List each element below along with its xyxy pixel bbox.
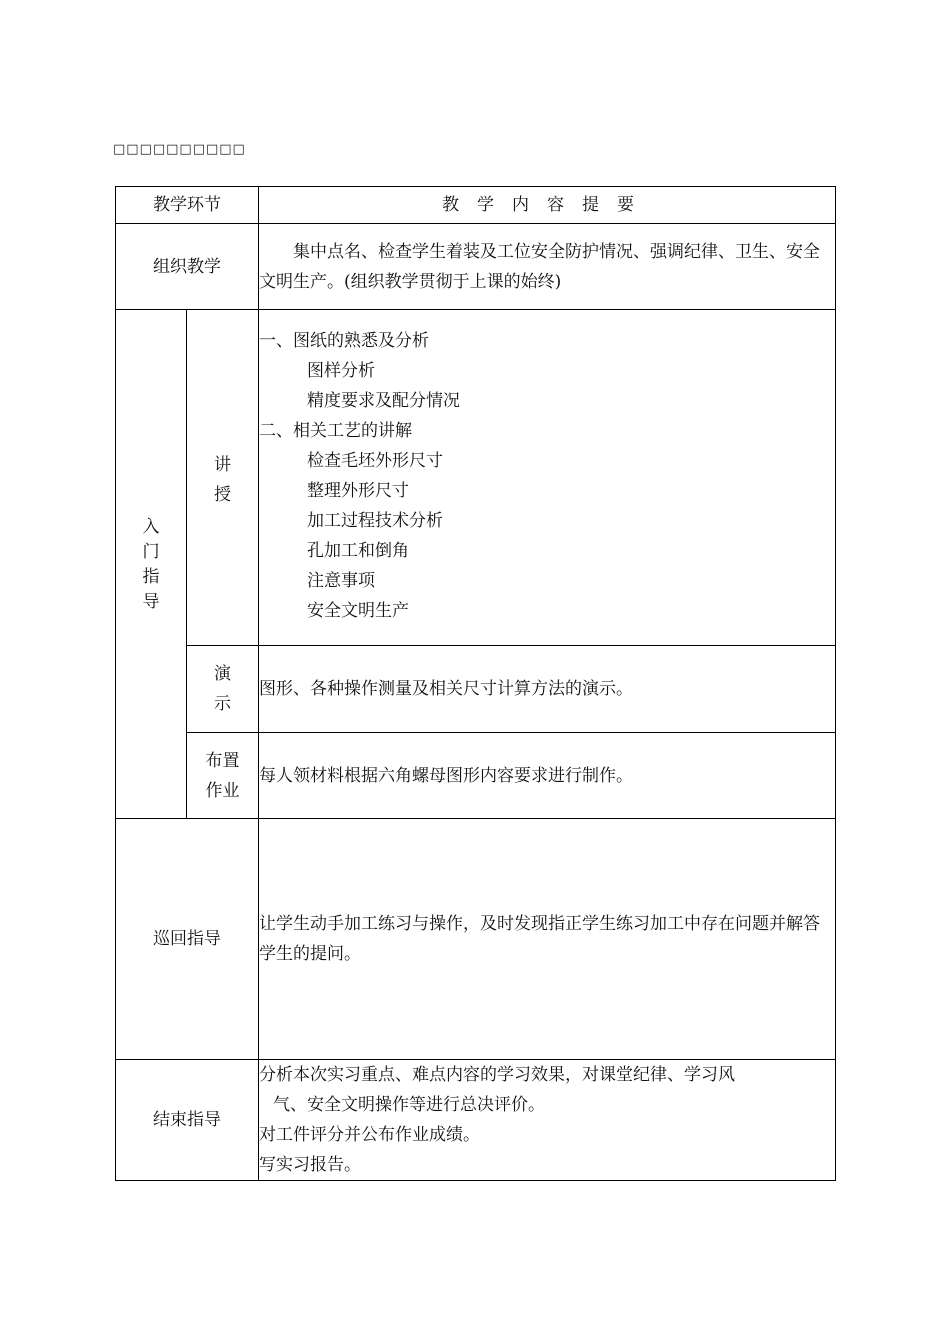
lecture-label-char: 讲 bbox=[214, 455, 231, 475]
row-organize bbox=[116, 224, 836, 310]
outline-heading: 一、图纸的熟悉及分析 bbox=[259, 331, 429, 351]
outline-item: 整理外形尺寸 bbox=[307, 481, 409, 501]
outline-item: 精度要求及配分情况 bbox=[307, 391, 460, 411]
assignment-label-line: 布置 bbox=[205, 750, 240, 771]
closing-line: 分析本次实习重点、难点内容的学习效果，对课堂纪律、学习风 bbox=[259, 1065, 735, 1085]
intro-label-char: 指 bbox=[142, 567, 160, 586]
closing-line-cont: 气、安全文明操作等进行总决评价。 bbox=[273, 1095, 545, 1115]
closing-text bbox=[259, 1060, 836, 1181]
row-demo bbox=[116, 646, 836, 733]
demo-label bbox=[187, 646, 259, 733]
closing-line: 写实习报告。 bbox=[259, 1155, 361, 1175]
assignment-text: 每人领材料根据六角螺母图形内容要求进行制作。 bbox=[259, 733, 836, 819]
closing-label: 结束指导 bbox=[116, 1060, 259, 1181]
organize-text: 集中点名、检查学生着装及工位安全防护情况、强调纪律、卫生、安全文明生产。(组织教学贯彻于上课的始终) bbox=[259, 224, 836, 310]
demo-text: 图形、各种操作测量及相关尺寸计算方法的演示。 bbox=[259, 646, 836, 733]
outline-item: 图样分析 bbox=[307, 361, 375, 381]
outline-item: 检查毛坯外形尺寸 bbox=[307, 451, 443, 471]
table-header-row bbox=[116, 187, 836, 224]
outline-item: 加工过程技术分析 bbox=[307, 511, 443, 531]
intro-label-char: 入 bbox=[142, 517, 160, 536]
outline-item: 孔加工和倒角 bbox=[307, 541, 409, 561]
patrol-label: 巡回指导 bbox=[116, 819, 259, 1060]
document-header: □□□□□□□□□□ bbox=[113, 142, 246, 157]
organize-label: 组织教学 bbox=[116, 224, 259, 310]
patrol-text: 让学生动手加工练习与操作，及时发现指正学生练习加工中存在问题并解答学生的提问。 bbox=[259, 819, 836, 1060]
lecture-outline bbox=[259, 310, 836, 646]
intro-guidance-label bbox=[116, 310, 187, 819]
outline-item: 注意事项 bbox=[307, 571, 375, 591]
outline-heading: 二、相关工艺的讲解 bbox=[259, 421, 412, 441]
assignment-label bbox=[187, 733, 259, 819]
header-content-summary: 教学内容提要 bbox=[259, 187, 836, 224]
closing-line: 对工件评分并公布作业成绩。 bbox=[259, 1125, 480, 1145]
lecture-label bbox=[187, 310, 259, 646]
assignment-label-line: 作业 bbox=[205, 780, 240, 801]
row-assignment bbox=[116, 733, 836, 819]
lesson-plan-table bbox=[115, 186, 836, 1181]
row-closing bbox=[116, 1060, 836, 1181]
row-patrol bbox=[116, 819, 836, 1060]
outline-item: 安全文明生产 bbox=[307, 601, 409, 621]
intro-label-char: 门 bbox=[142, 542, 160, 561]
lecture-label-char: 授 bbox=[214, 485, 231, 505]
demo-label-char: 演 bbox=[214, 664, 231, 684]
intro-label-char: 导 bbox=[142, 592, 160, 611]
row-lecture bbox=[116, 310, 836, 646]
demo-label-char: 示 bbox=[214, 694, 231, 714]
header-teaching-stage: 教学环节 bbox=[116, 187, 259, 224]
